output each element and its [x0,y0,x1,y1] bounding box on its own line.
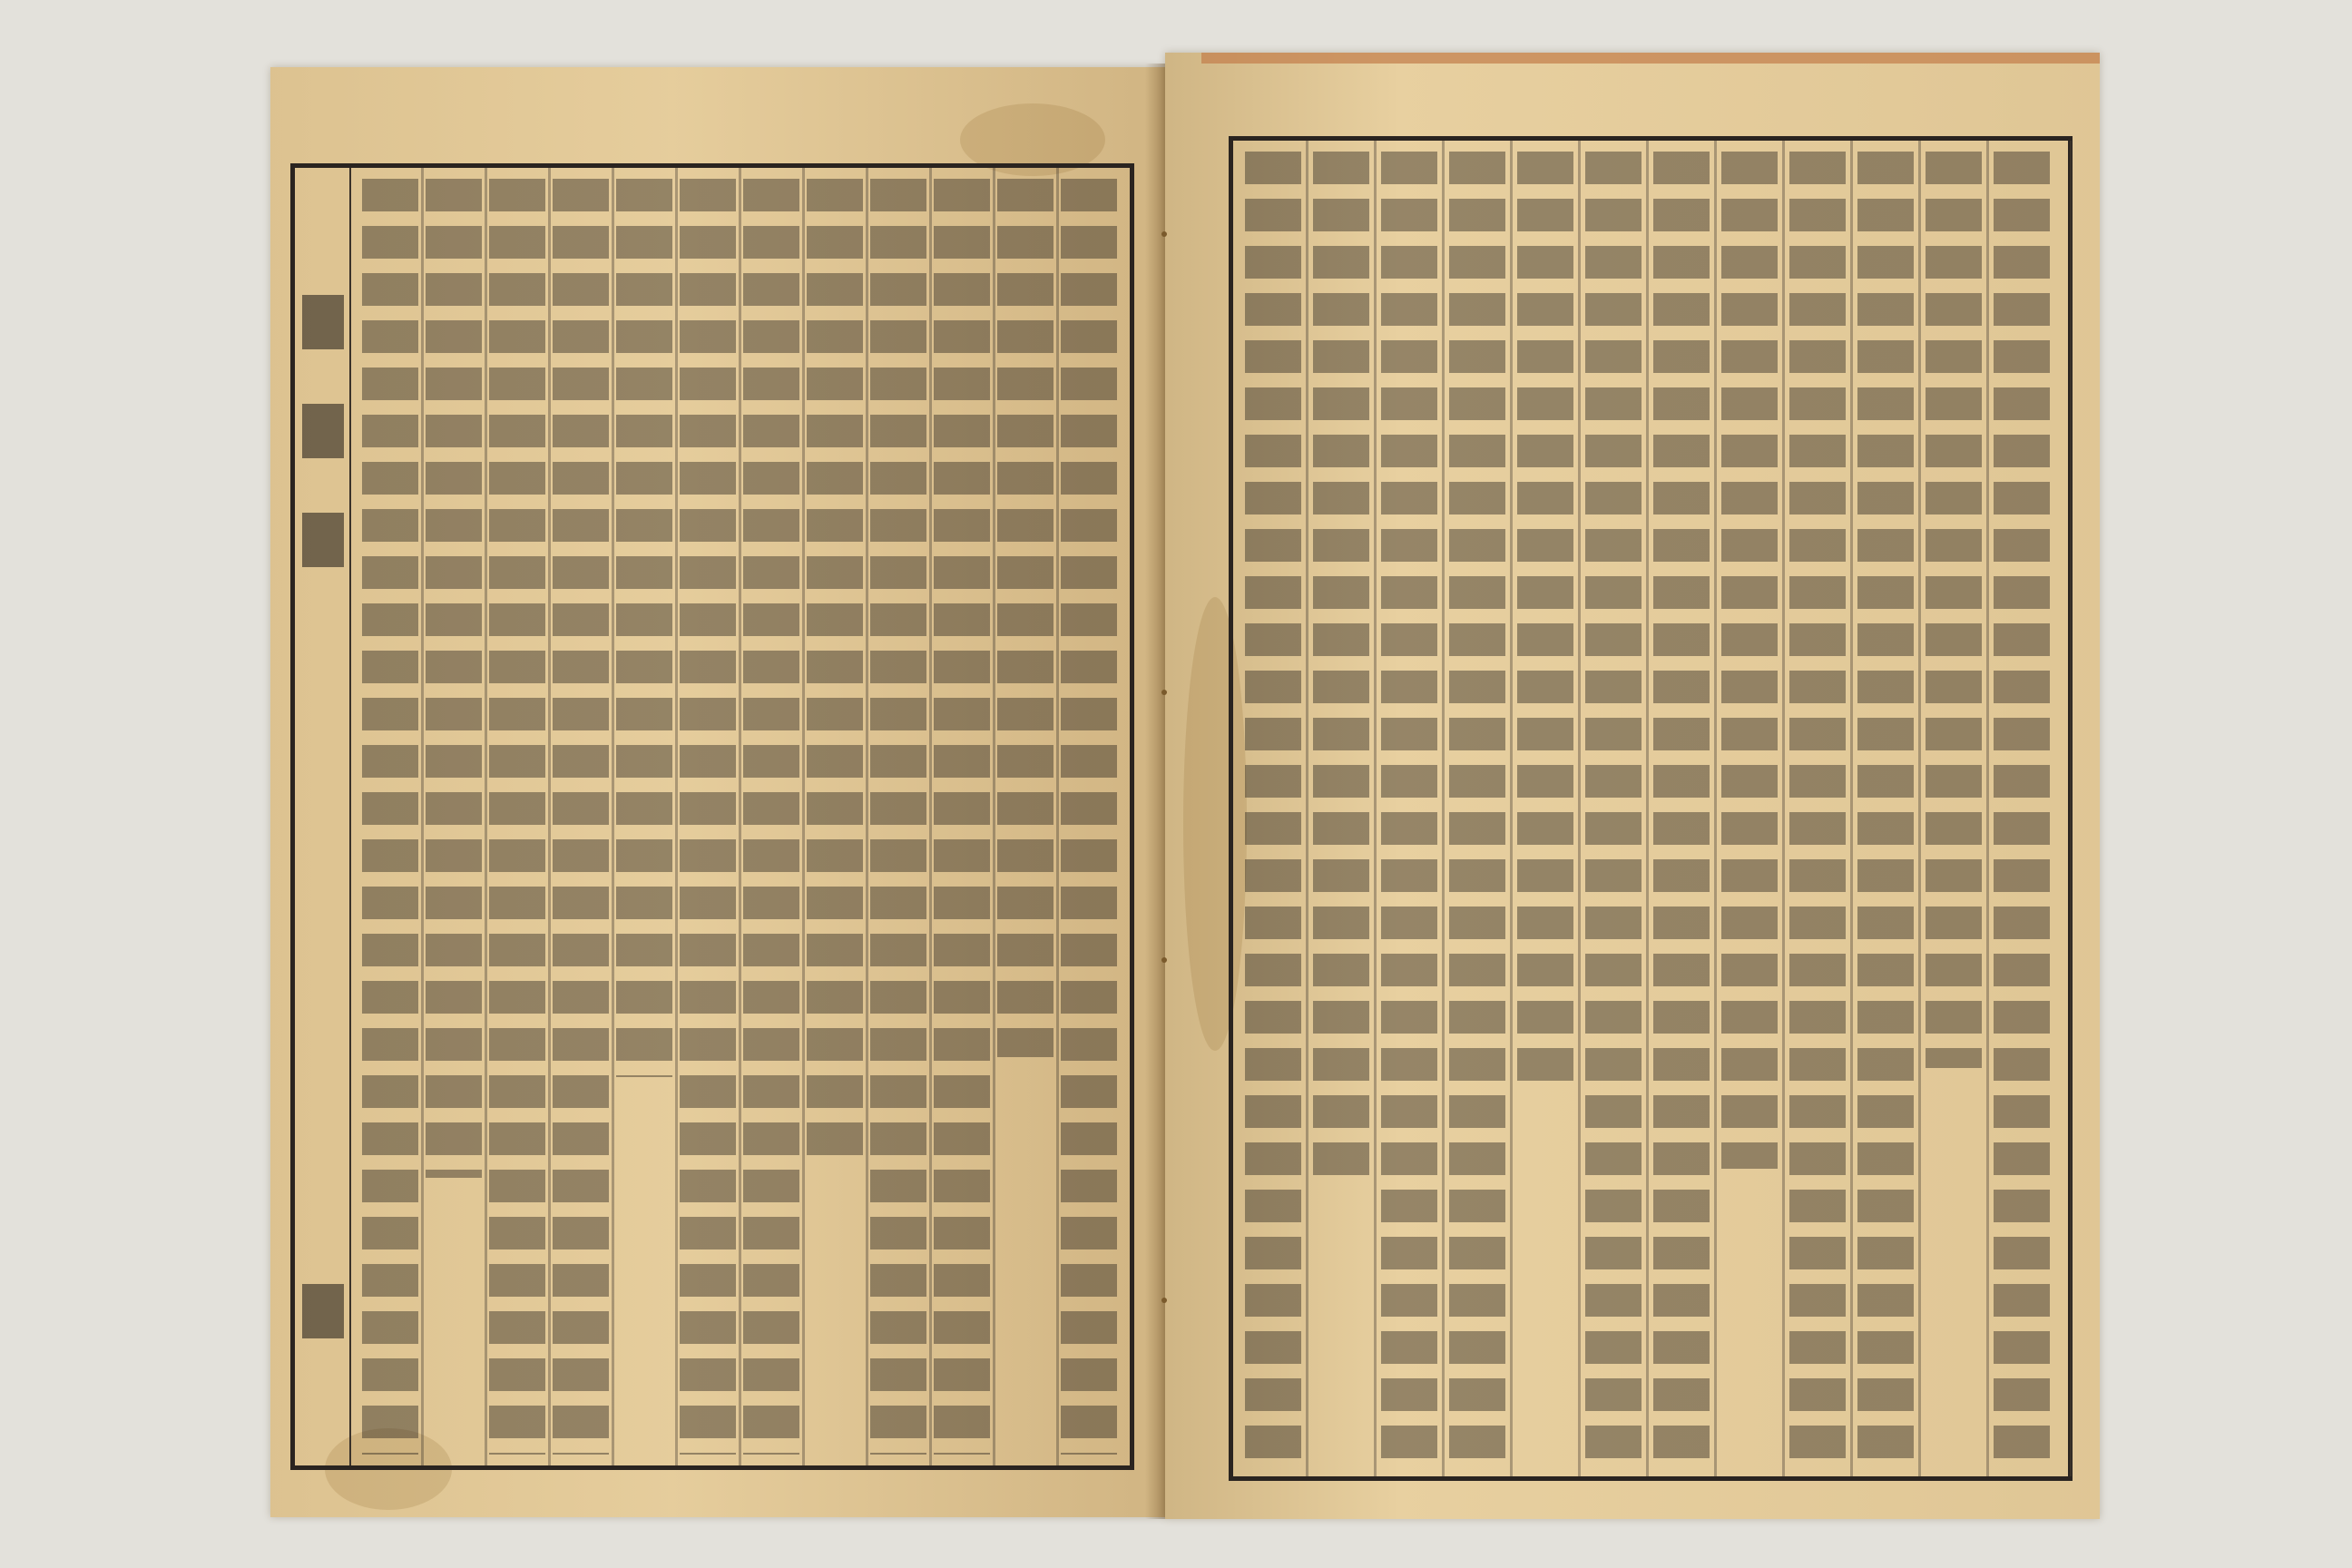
column-divider [1850,141,1853,1476]
column-divider [993,168,995,1465]
column-divider [929,168,932,1465]
left-page [270,67,1165,1517]
page-top-edge [1201,53,2100,64]
text-column [1721,152,1778,1169]
column-divider [739,168,741,1465]
column-divider [675,168,678,1465]
margin-title-block [302,295,344,585]
column-divider [1374,141,1377,1476]
binding-stitch [1161,690,1167,695]
margin-rule [2070,141,2072,1476]
right-page [1165,53,2100,1519]
binding-stitch [1161,1298,1167,1303]
text-column [362,179,418,1455]
column-divider [1056,168,1059,1465]
column-divider [1578,141,1581,1476]
text-column [934,179,990,1455]
text-column [1313,152,1369,1189]
column-divider [1918,141,1921,1476]
text-column [743,179,799,1455]
text-column [1061,179,1117,1455]
binding-stitch [1161,231,1167,237]
margin-page-mark [302,1284,344,1366]
text-column [1381,152,1437,1465]
text-column [680,179,736,1455]
text-column [1857,152,1914,1465]
text-column [1585,152,1642,1465]
column-divider [548,168,551,1465]
column-divider [1442,141,1445,1476]
text-column [1926,152,1982,1068]
column-divider [612,168,614,1465]
text-column [1994,152,2050,1465]
text-column [1449,152,1505,1465]
column-divider [421,168,424,1465]
right-page-frame [1229,136,2073,1481]
text-column [1789,152,1846,1465]
text-column [1517,152,1573,1088]
binding-stitch [1161,957,1167,963]
text-column [807,179,863,1158]
text-column [1245,152,1301,1465]
column-divider [1510,141,1513,1476]
text-column [426,179,482,1178]
column-divider [485,168,487,1465]
column-divider [1306,141,1308,1476]
column-divider [1782,141,1785,1476]
column-divider [1986,141,1989,1476]
margin-rule [349,168,351,1465]
text-column [997,179,1054,1057]
column-divider [1646,141,1649,1476]
left-page-frame [290,163,1134,1470]
column-divider [866,168,868,1465]
text-column [870,179,926,1455]
text-column [489,179,545,1455]
column-divider [802,168,805,1465]
text-column [1653,152,1710,1465]
text-column [553,179,609,1455]
column-divider [1714,141,1717,1476]
text-column [616,179,672,1077]
